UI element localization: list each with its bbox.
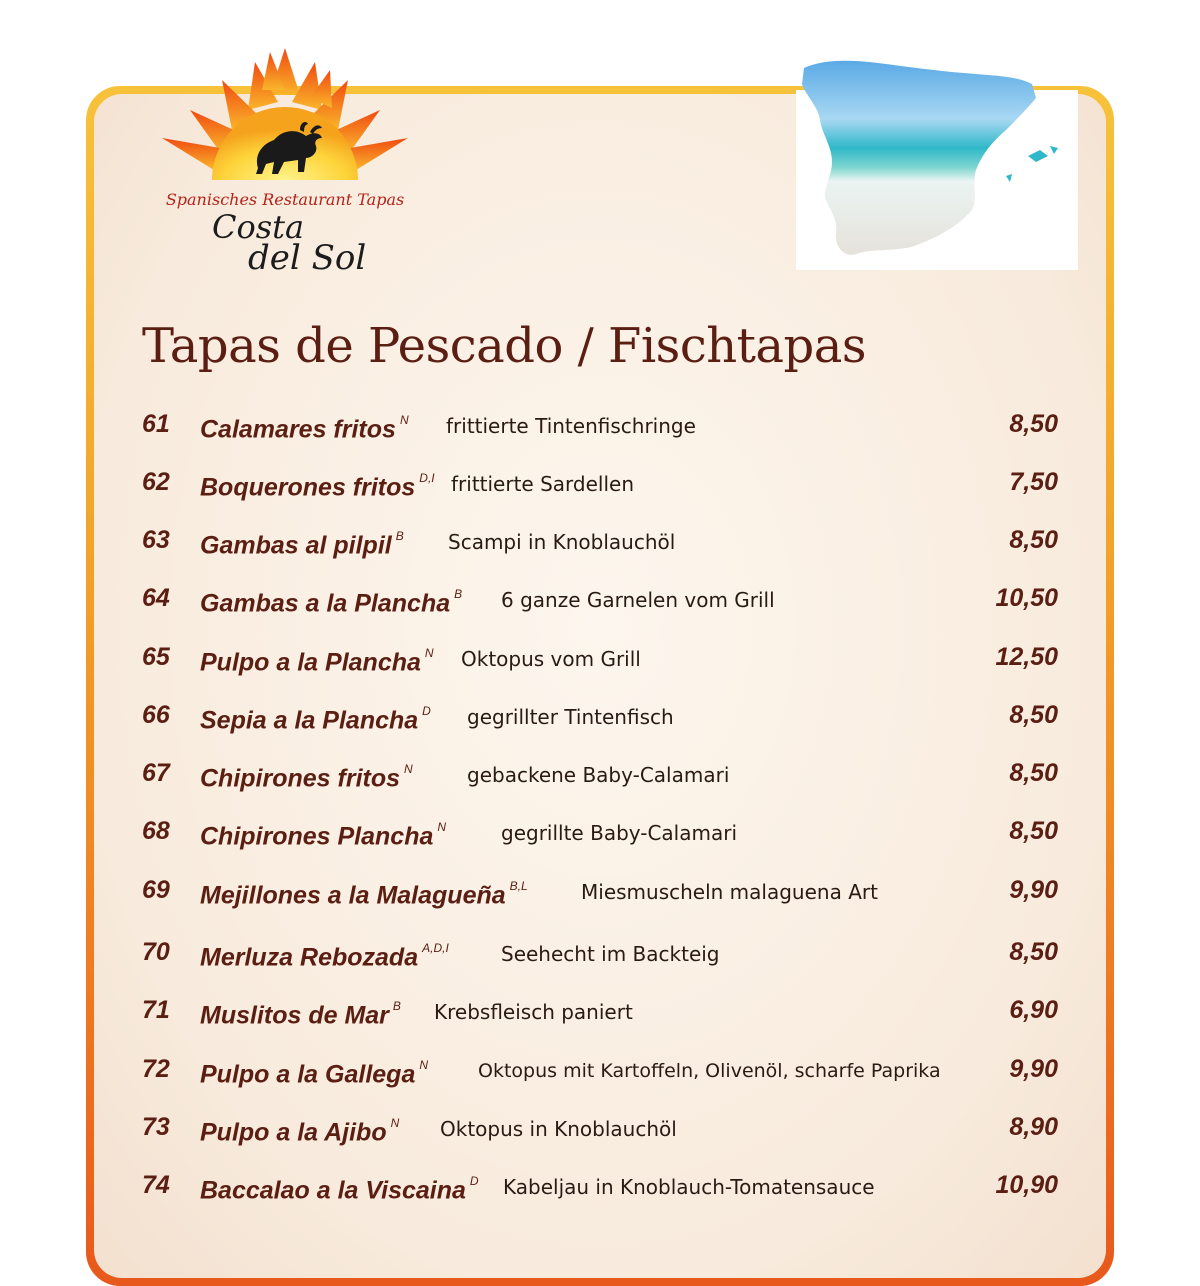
item-price: 8,50 — [1009, 817, 1058, 845]
menu-item — [0, 520, 1200, 560]
item-description: frittierte Sardellen — [451, 472, 635, 496]
section-heading: Tapas de Pescado / Fischtapas — [142, 318, 866, 374]
allergen-codes: N — [390, 1116, 400, 1130]
menu-item — [0, 1165, 1200, 1205]
item-price: 10,90 — [995, 1171, 1058, 1199]
item-name: Sepia a la Plancha $^D$ — [200, 704, 431, 735]
item-price: 8,50 — [1009, 410, 1058, 438]
menu-item — [0, 695, 1200, 735]
item-name: Merluza Rebozada $^{A,D,I}$ — [200, 941, 449, 972]
item-name: Gambas a la Plancha $^B$ — [200, 587, 463, 618]
item-description: Oktopus in Knoblauchöl — [440, 1117, 677, 1141]
item-number: 65 — [142, 643, 170, 671]
item-price: 8,50 — [1009, 526, 1058, 554]
item-name: Chipirones fritos $^N$ — [200, 762, 413, 793]
menu-item — [0, 811, 1200, 851]
allergen-codes: D,I — [419, 471, 435, 485]
item-description: Kabeljau in Knoblauch-Tomatensauce — [503, 1175, 875, 1199]
menu-item — [0, 870, 1200, 910]
item-price: 7,50 — [1009, 468, 1058, 496]
menu-item — [0, 637, 1200, 677]
allergen-codes: N — [424, 646, 434, 660]
item-description: Scampi in Knoblauchöl — [448, 530, 676, 554]
allergen-codes: N — [437, 820, 447, 834]
item-description: Seehecht im Backteig — [501, 942, 720, 966]
item-number: 72 — [142, 1055, 170, 1083]
item-description: Oktopus mit Kartoffeln, Olivenöl, scharfe Paprika — [478, 1060, 941, 1082]
item-name: Muslitos de Mar $^B$ — [200, 999, 401, 1030]
item-name: Mejillones a la Malagueña $^{B,L}$ — [200, 879, 528, 910]
item-price: 10,50 — [995, 584, 1058, 612]
item-price: 12,50 — [995, 643, 1058, 671]
item-number: 64 — [142, 584, 170, 612]
item-number: 63 — [142, 526, 170, 554]
item-description: Miesmuscheln malaguena Art — [581, 880, 878, 904]
logo-name-line1: Costa — [212, 208, 305, 246]
item-price: 6,90 — [1009, 996, 1058, 1024]
allergen-codes: B — [392, 999, 401, 1013]
allergen-codes: B — [454, 587, 463, 601]
allergen-codes: D — [469, 1174, 479, 1188]
item-number: 69 — [142, 876, 170, 904]
menu-item — [0, 462, 1200, 502]
menu-item — [0, 404, 1200, 444]
item-price: 9,90 — [1009, 876, 1058, 904]
menu-item — [0, 990, 1200, 1030]
menu-item — [0, 1049, 1200, 1089]
item-name: Pulpo a la Ajibo $^N$ — [200, 1116, 400, 1147]
item-description: frittierte Tintenfischringe — [446, 414, 696, 438]
allergen-codes: B,L — [509, 879, 528, 893]
item-name: Pulpo a la Gallega $^N$ — [200, 1058, 429, 1089]
item-description: Oktopus vom Grill — [461, 647, 641, 671]
item-number: 61 — [142, 410, 170, 438]
item-price: 8,50 — [1009, 759, 1058, 787]
menu-item — [0, 578, 1200, 618]
item-number: 71 — [142, 996, 170, 1024]
item-description: gebackene Baby-Calamari — [467, 763, 730, 787]
item-price: 9,90 — [1009, 1055, 1058, 1083]
item-description: 6 ganze Garnelen vom Grill — [501, 588, 775, 612]
menu-item — [0, 1107, 1200, 1147]
item-description: gegrillte Baby-Calamari — [501, 821, 738, 845]
item-number: 67 — [142, 759, 170, 787]
item-price: 8,50 — [1009, 938, 1058, 966]
item-description: gegrillter Tintenfisch — [467, 705, 674, 729]
item-number: 62 — [142, 468, 170, 496]
allergen-codes: B — [395, 529, 404, 543]
allergen-codes: N — [404, 762, 413, 776]
item-name: Gambas al pilpil $^B$ — [200, 529, 404, 560]
item-price: 8,50 — [1009, 701, 1058, 729]
item-number: 73 — [142, 1113, 170, 1141]
menu-item — [0, 932, 1200, 972]
logo-subtitle: Spanisches Restaurant Tapas — [165, 190, 405, 209]
logo-name-line2: del Sol — [248, 238, 367, 278]
allergen-codes: D — [422, 704, 431, 718]
item-name: Chipirones Plancha $^N$ — [200, 820, 447, 851]
allergen-codes: A,D,I — [422, 941, 449, 955]
item-name: Baccalao a la Viscaina $^D$ — [200, 1174, 479, 1205]
menu-item — [0, 753, 1200, 793]
item-number: 74 — [142, 1171, 170, 1199]
allergen-codes: N — [419, 1058, 429, 1072]
item-number: 70 — [142, 938, 170, 966]
item-name: Calamares fritos $^N$ — [200, 413, 409, 444]
item-name: Pulpo a la Plancha $^N$ — [200, 646, 434, 677]
allergen-codes: N — [399, 413, 409, 427]
item-number: 68 — [142, 817, 170, 845]
item-price: 8,90 — [1009, 1113, 1058, 1141]
item-description: Krebsfleisch paniert — [434, 1000, 633, 1024]
item-number: 66 — [142, 701, 170, 729]
item-name: Boquerones fritos $^{D,I}$ — [200, 471, 435, 502]
